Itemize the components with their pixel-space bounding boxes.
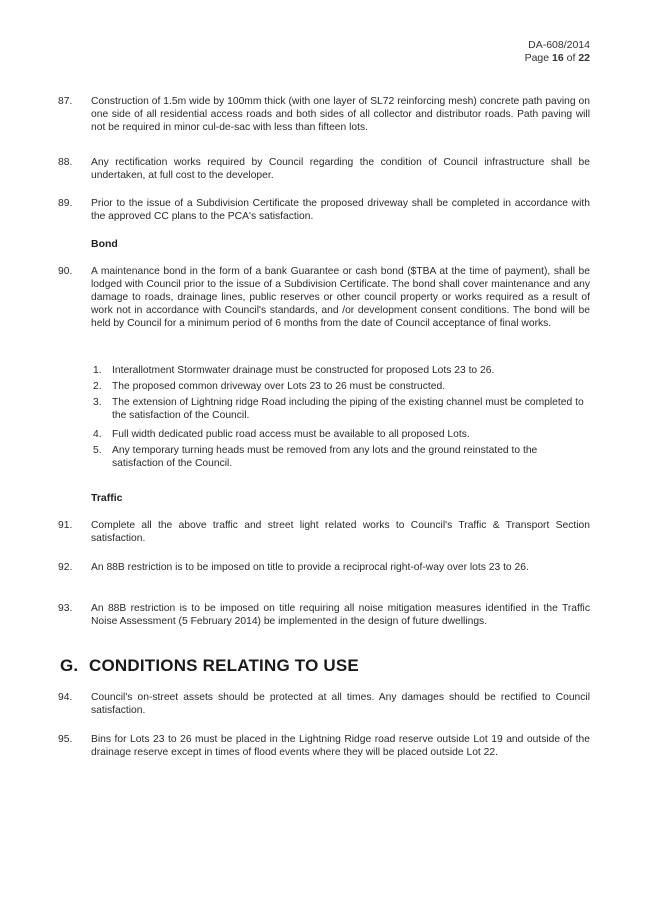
- condition-item-89: [58, 197, 590, 223]
- bond-subitem-4: [93, 428, 589, 441]
- section-title: CONDITIONS RELATING TO USE: [89, 656, 359, 675]
- item-number: 88.: [58, 157, 73, 168]
- condition-item-87: [58, 95, 590, 134]
- page-number: Page 16 of 22: [524, 52, 590, 64]
- item-text: Construction of 1.5m wide by 100mm thick (with one layer of SL72 reinforcing mesh) concrete path paving on one side of all residential access roads and both sides of all collector and distributor roads. Path paving will not be required in minor cul-de-sac with less than fifteen lots.: [91, 96, 590, 133]
- item-number: 91.: [58, 520, 73, 531]
- item-number: 89.: [58, 198, 73, 209]
- condition-item-92: [58, 561, 590, 574]
- item-number: 92.: [58, 562, 73, 573]
- item-text: Complete all the above traffic and street light related works to Council's Traffic & Transport Section satisfaction.: [91, 520, 590, 544]
- bond-subitem-2: [93, 380, 589, 393]
- item-text: A maintenance bond in the form of a bank Guarantee or cash bond ($TBA at the time of payment), shall be lodged with Council prior to the issue of a Subdivision Certificate. The bond shall cover maintenance and any damage to roads, drainage lines, public reserves or other council property or works required as a result of work not in accordance with Council's standards, and /or development consent conditions. The bond will be held by Council for a minimum period of 6 months from the date of Council acceptance of final works.: [91, 266, 590, 329]
- condition-item-88: [58, 156, 590, 182]
- condition-item-91: [58, 519, 590, 545]
- subheading-traffic: Traffic: [91, 492, 123, 504]
- subitem-number: 3.: [93, 397, 102, 408]
- da-reference: DA-608/2014: [528, 39, 590, 51]
- item-text: Bins for Lots 23 to 26 must be placed in the Lightning Ridge road reserve outside Lot 19 and outside of the drainage reserve except in times of flood events where they will be placed outside Lot 22.: [91, 734, 590, 758]
- item-text: Any rectification works required by Council regarding the condition of Council infrastructure shall be undertaken, at full cost to the developer.: [91, 157, 590, 181]
- item-number: 90.: [58, 266, 73, 277]
- subitem-number: 4.: [93, 429, 102, 440]
- subitem-text: Any temporary turning heads must be removed from any lots and the ground reinstated to the satisfaction of the Council.: [112, 445, 538, 469]
- condition-item-95: [58, 733, 590, 759]
- item-text: Council's on-street assets should be protected at all times. Any damages should be rectified to Council satisfaction.: [91, 692, 590, 716]
- item-text: An 88B restriction is to be imposed on title to provide a reciprocal right-of-way over lots 23 to 26.: [91, 562, 529, 573]
- section-heading: [60, 656, 359, 676]
- subitem-text: Interallotment Stormwater drainage must be constructed for proposed Lots 23 to 26.: [112, 365, 495, 376]
- condition-item-93: [58, 602, 590, 628]
- condition-item-94: [58, 691, 590, 717]
- bond-subitem-1: [93, 364, 589, 377]
- condition-item-90: [58, 265, 590, 330]
- bond-subitem-3: [93, 396, 589, 422]
- subitem-number: 5.: [93, 445, 102, 456]
- subitem-text: Full width dedicated public road access must be available to all proposed Lots.: [112, 429, 470, 440]
- bond-subitem-5: [93, 444, 589, 470]
- item-number: 93.: [58, 603, 73, 614]
- item-number: 87.: [58, 96, 73, 107]
- subitem-number: 2.: [93, 381, 102, 392]
- section-letter: G.: [60, 656, 79, 675]
- subitem-text: The extension of Lightning ridge Road including the piping of the existing channel must be completed to the satisfaction of the Council.: [112, 397, 584, 421]
- page-header: [525, 39, 590, 65]
- item-text: Prior to the issue of a Subdivision Certificate the proposed driveway shall be completed in accordance with the approved CC plans to the PCA's satisfaction.: [91, 198, 590, 222]
- subitem-text: The proposed common driveway over Lots 23 to 26 must be constructed.: [112, 381, 446, 392]
- subitem-number: 1.: [93, 365, 102, 376]
- item-text: An 88B restriction is to be imposed on title requiring all noise mitigation measures identified in the Traffic Noise Assessment (5 February 2014) be implemented in the design of future dwellings.: [91, 603, 590, 627]
- subheading-bond: Bond: [91, 238, 118, 250]
- item-number: 94.: [58, 692, 73, 703]
- item-number: 95.: [58, 734, 73, 745]
